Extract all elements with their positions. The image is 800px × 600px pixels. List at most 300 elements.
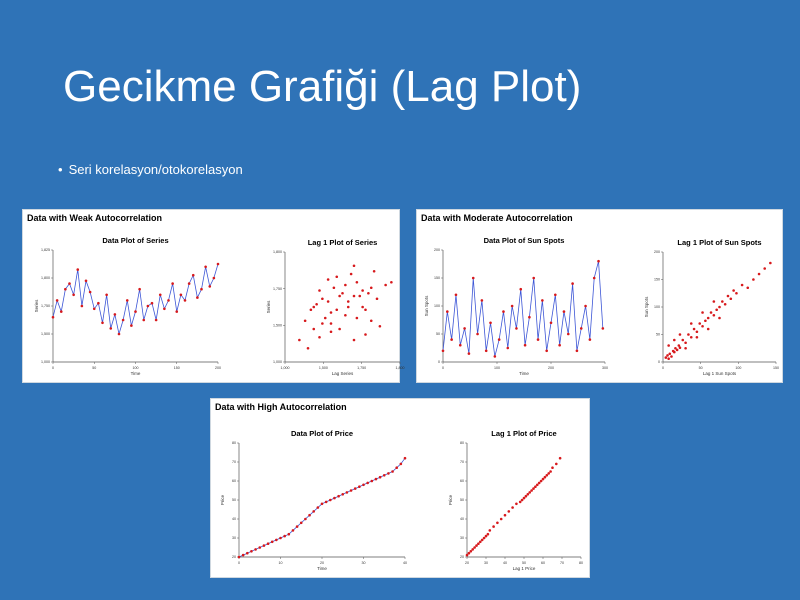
data-point — [354, 487, 357, 490]
scatter-point — [330, 322, 333, 325]
panel-title: Data with Weak Autocorrelation — [27, 213, 163, 223]
x-tick-label: 300 — [602, 366, 608, 370]
scatter-point — [376, 297, 379, 300]
scatter-point — [707, 317, 710, 320]
chart-title: Lag 1 Plot of Sun Spots — [677, 238, 762, 247]
scatter-point — [364, 308, 367, 311]
data-point — [346, 491, 349, 494]
data-point — [204, 266, 207, 269]
scatter-point — [690, 322, 693, 325]
x-tick-label: 30 — [484, 561, 488, 565]
y-tick-label: 150 — [434, 276, 440, 281]
x-axis-label: Lag 1 Sun Spots — [702, 371, 737, 376]
data-point — [76, 268, 79, 271]
data-point — [308, 514, 311, 517]
data-point — [271, 541, 274, 544]
scatter-point — [693, 328, 696, 331]
x-tick-label: 1,500 — [318, 366, 328, 370]
bullet-list — [58, 162, 243, 177]
y-tick-label: 0 — [658, 360, 660, 365]
data-point — [528, 316, 531, 319]
data-point — [196, 296, 199, 299]
data-point — [81, 305, 84, 308]
data-point — [184, 299, 187, 302]
scatter-point — [710, 311, 713, 314]
y-tick-label: 80 — [460, 441, 464, 446]
y-axis-label: Series — [266, 300, 271, 314]
scatter-point — [483, 537, 486, 540]
scatter-point — [681, 339, 684, 342]
y-axis-label: Price — [220, 494, 225, 506]
data-point — [250, 550, 253, 553]
y-tick-label: 1,800 — [41, 276, 50, 281]
scatter-point — [687, 333, 690, 336]
data-point — [122, 319, 125, 322]
data-point — [481, 299, 484, 302]
x-tick-label: 40 — [503, 561, 507, 565]
x-tick-label: 20 — [465, 561, 469, 565]
scatter-point — [519, 501, 522, 504]
scatter-point — [763, 267, 766, 270]
scatter-point — [333, 286, 336, 289]
series-line — [239, 458, 405, 557]
data-point — [142, 319, 145, 322]
data-point — [519, 288, 522, 291]
panel-weak-autocorrelation — [22, 209, 405, 383]
data-point — [558, 344, 561, 347]
data-point — [258, 546, 261, 549]
scatter-point — [338, 295, 341, 298]
data-point — [317, 506, 320, 509]
data-point — [155, 319, 158, 322]
scatter-point — [715, 308, 718, 311]
scatter-point — [673, 351, 676, 354]
data-point — [455, 294, 458, 297]
data-point — [180, 294, 183, 297]
scatter-point — [361, 306, 364, 309]
scatter-point — [492, 525, 495, 528]
scatter-point — [732, 289, 735, 292]
data-point — [85, 280, 88, 283]
data-point — [400, 463, 403, 466]
x-tick-label: 80 — [579, 561, 583, 565]
scatter-point — [521, 499, 524, 502]
data-point — [341, 493, 344, 496]
scatter-point — [746, 286, 749, 289]
scatter-point — [679, 333, 682, 336]
scatter-point — [679, 346, 682, 349]
scatter-point — [298, 339, 301, 342]
x-axis-label: Time — [519, 371, 529, 376]
scatter-point — [327, 278, 330, 281]
data-point — [304, 518, 307, 521]
data-point — [515, 327, 518, 330]
y-tick-label: 60 — [232, 479, 236, 484]
data-point — [208, 285, 211, 288]
data-point — [126, 299, 129, 302]
data-point — [597, 260, 600, 263]
scatter-point — [727, 295, 730, 298]
scatter-point — [384, 284, 387, 287]
data-point — [118, 333, 121, 336]
data-point — [292, 529, 295, 532]
scatter-point — [347, 306, 350, 309]
x-tick-label: 1,000 — [280, 366, 290, 370]
x-tick-label: 50 — [522, 561, 526, 565]
y-tick-label: 60 — [460, 479, 464, 484]
scatter-point — [559, 457, 562, 460]
scatter-point — [701, 311, 704, 314]
data-point — [175, 310, 178, 313]
x-tick-label: 0 — [662, 366, 664, 370]
data-point — [213, 277, 216, 280]
x-tick-label: 200 — [215, 366, 221, 370]
data-point — [52, 316, 55, 319]
scatter-point — [330, 330, 333, 333]
scatter-point — [547, 472, 550, 475]
x-tick-label: 100 — [132, 366, 139, 370]
data-point — [550, 322, 553, 325]
data-point — [134, 310, 137, 313]
chart-data — [220, 429, 407, 571]
data-point — [358, 485, 361, 488]
scatter-point — [678, 344, 681, 347]
scatter-point — [344, 284, 347, 287]
data-point — [238, 556, 241, 559]
scatter-point — [338, 328, 341, 331]
x-tick-label: 0 — [238, 561, 240, 565]
data-point — [545, 350, 548, 353]
scatter-point — [504, 514, 507, 517]
x-axis-label: Time — [317, 566, 327, 571]
data-point — [246, 552, 249, 555]
data-point — [109, 327, 112, 330]
data-point — [371, 480, 374, 483]
scatter-point — [370, 319, 373, 322]
scatter-point — [318, 336, 321, 339]
chart-data — [424, 236, 608, 376]
data-point — [163, 308, 166, 311]
slide-title: Gecikme Grafiği (Lag Plot) — [63, 62, 582, 111]
data-point — [242, 554, 245, 557]
x-tick-label: 1,800 — [395, 366, 405, 370]
data-point — [395, 466, 398, 469]
y-tick-label: 70 — [460, 460, 464, 465]
data-point — [446, 310, 449, 313]
data-point — [379, 476, 382, 479]
y-tick-label: 1,750 — [41, 304, 50, 309]
chart-lag — [266, 238, 405, 376]
scatter-point — [379, 325, 382, 328]
scatter-point — [508, 510, 511, 513]
y-axis-label: Price — [448, 494, 453, 506]
data-point — [60, 310, 63, 313]
scatter-point — [536, 484, 539, 487]
data-point — [502, 310, 505, 313]
y-tick-label: 0 — [438, 360, 440, 365]
scatter-point — [481, 539, 484, 542]
y-axis-label: Sun Spots — [644, 296, 649, 318]
scatter-point — [666, 354, 669, 357]
x-tick-label: 10 — [278, 561, 283, 565]
data-point — [567, 333, 570, 336]
x-tick-label: 0 — [52, 366, 54, 370]
scatter-point — [361, 289, 364, 292]
scatter-point — [724, 303, 727, 306]
data-point — [283, 535, 286, 538]
scatter-point — [475, 544, 478, 547]
data-point — [537, 338, 540, 341]
scatter-point — [538, 482, 541, 485]
y-tick-label: 50 — [656, 332, 660, 337]
x-tick-label: 70 — [560, 561, 564, 565]
x-tick-label: 150 — [773, 366, 779, 370]
scatter-point — [466, 554, 469, 557]
scatter-point — [718, 306, 721, 309]
y-tick-label: 1,500 — [41, 332, 50, 337]
data-point — [602, 327, 605, 330]
bullet-dot-icon: • — [58, 162, 63, 177]
y-axis-label: Sun Spots — [424, 295, 429, 317]
data-point — [442, 350, 445, 353]
y-tick-label: 1,750 — [273, 286, 282, 291]
data-point — [267, 542, 270, 545]
data-point — [472, 277, 475, 280]
y-tick-label: 30 — [232, 536, 236, 541]
data-point — [217, 263, 220, 266]
data-point — [375, 478, 378, 481]
data-point — [511, 305, 514, 308]
scatter-point — [358, 295, 361, 298]
y-tick-label: 40 — [460, 517, 464, 522]
panel-high-charts-svg — [211, 399, 591, 579]
scatter-point — [321, 322, 324, 325]
scatter-point — [684, 347, 687, 350]
scatter-point — [532, 487, 535, 490]
scatter-point — [758, 273, 761, 276]
data-point — [200, 288, 203, 291]
scatter-point — [713, 314, 716, 317]
x-tick-label: 0 — [442, 366, 444, 370]
data-point — [580, 327, 583, 330]
scatter-point — [696, 330, 699, 333]
scatter-point — [335, 308, 338, 311]
y-tick-label: 200 — [434, 248, 440, 253]
data-point — [89, 291, 92, 294]
data-point — [296, 525, 299, 528]
x-tick-label: 20 — [320, 561, 324, 565]
data-point — [459, 344, 462, 347]
y-tick-label: 70 — [232, 460, 236, 465]
scatter-point — [707, 328, 710, 331]
scatter-point — [555, 463, 558, 466]
data-point — [589, 338, 592, 341]
scatter-point — [471, 548, 474, 551]
scatter-point — [515, 503, 518, 506]
scatter-point — [356, 281, 359, 284]
chart-title: Data Plot of Price — [290, 429, 354, 438]
scatter-point — [530, 489, 533, 492]
chart-lag — [448, 429, 583, 571]
panel-moderate-charts-svg — [417, 210, 784, 384]
data-point — [494, 355, 497, 358]
scatter-point — [523, 497, 526, 500]
scatter-point — [668, 352, 671, 355]
chart-title: Lag 1 Plot of Price — [491, 429, 557, 438]
data-point — [254, 548, 257, 551]
x-tick-label: 30 — [361, 561, 366, 565]
x-tick-label: 150 — [173, 366, 180, 370]
chart-lag — [644, 238, 779, 376]
scatter-point — [500, 518, 503, 521]
data-point — [192, 274, 195, 277]
scatter-point — [496, 522, 499, 525]
scatter-point — [525, 495, 528, 498]
data-point — [321, 503, 324, 506]
scatter-point — [551, 466, 554, 469]
scatter-point — [307, 347, 310, 350]
x-tick-label: 100 — [494, 366, 500, 370]
chart-data — [34, 236, 221, 376]
scatter-point — [477, 542, 480, 545]
scatter-point — [665, 356, 668, 359]
data-point — [263, 544, 266, 547]
panel-title: Data with Moderate Autocorrelation — [421, 213, 573, 223]
scatter-point — [769, 262, 772, 265]
x-tick-label: 50 — [92, 366, 97, 370]
scatter-point — [335, 275, 338, 278]
panel-title: Data with High Autocorrelation — [215, 402, 347, 412]
scatter-point — [390, 281, 393, 284]
y-tick-label: 50 — [232, 498, 236, 503]
data-point — [450, 338, 453, 341]
data-point — [489, 322, 492, 325]
scatter-point — [468, 552, 471, 555]
data-point — [593, 277, 596, 280]
panel-moderate-autocorrelation — [416, 209, 783, 383]
data-point — [300, 522, 303, 525]
x-axis-label: Lag Series — [331, 371, 354, 376]
data-point — [64, 288, 67, 291]
scatter-point — [696, 336, 699, 339]
scatter-point — [347, 300, 350, 303]
scatter-point — [367, 292, 370, 295]
scatter-point — [312, 306, 315, 309]
scatter-point — [370, 286, 373, 289]
y-tick-label: 80 — [232, 441, 236, 446]
chart-title: Lag 1 Plot of Series — [307, 238, 378, 247]
scatter-point — [690, 336, 693, 339]
y-tick-label: 1,825 — [41, 248, 50, 253]
data-point — [188, 282, 191, 285]
x-tick-label: 200 — [548, 366, 554, 370]
y-tick-label: 20 — [232, 555, 236, 560]
y-tick-label: 1,000 — [41, 360, 50, 365]
scatter-point — [701, 325, 704, 328]
scatter-point — [667, 357, 670, 360]
scatter-point — [667, 344, 670, 347]
bullet-text: Seri korelasyon/otokorelasyon — [68, 162, 243, 177]
scatter-point — [528, 491, 531, 494]
scatter-point — [324, 317, 327, 320]
scatter-point — [356, 317, 359, 320]
scatter-point — [676, 349, 679, 352]
y-tick-label: 150 — [654, 277, 660, 282]
data-point — [337, 495, 340, 498]
y-tick-label: 100 — [434, 304, 440, 309]
y-tick-label: 1,000 — [273, 360, 282, 365]
scatter-point — [718, 317, 721, 320]
data-point — [93, 308, 96, 311]
data-point — [485, 350, 488, 353]
scatter-point — [673, 339, 676, 342]
scatter-point — [730, 297, 733, 300]
data-point — [325, 501, 328, 504]
scatter-point — [310, 308, 313, 311]
panel-weak-charts-svg — [23, 210, 405, 384]
scatter-point — [698, 322, 701, 325]
data-point — [97, 302, 100, 305]
scatter-point — [341, 292, 344, 295]
scatter-point — [741, 284, 744, 287]
y-tick-label: 50 — [436, 332, 440, 337]
scatter-point — [704, 319, 707, 322]
data-point — [576, 350, 579, 353]
y-tick-label: 30 — [460, 536, 464, 541]
x-tick-label: 50 — [698, 366, 703, 370]
data-point — [56, 299, 59, 302]
y-tick-label: 1,500 — [273, 323, 282, 328]
data-point — [288, 533, 291, 536]
data-point — [105, 294, 108, 297]
scatter-point — [534, 485, 537, 488]
x-tick-label: 100 — [735, 366, 742, 370]
data-point — [350, 489, 353, 492]
scatter-point — [540, 480, 543, 483]
scatter-point — [542, 478, 545, 481]
panel-high-autocorrelation — [210, 398, 590, 578]
scatter-point — [330, 311, 333, 314]
data-point — [563, 310, 566, 313]
y-tick-label: 20 — [460, 555, 464, 560]
data-point — [279, 537, 282, 540]
data-point — [275, 539, 278, 542]
scatter-point — [527, 493, 530, 496]
data-point — [498, 338, 501, 341]
x-tick-label: 40 — [403, 561, 407, 565]
y-axis-label: Series — [34, 299, 39, 313]
x-axis-label: Lag 1 Price — [512, 566, 536, 571]
scatter-point — [373, 270, 376, 273]
data-point — [391, 470, 394, 473]
x-tick-label: 60 — [541, 561, 545, 565]
scatter-point — [479, 541, 482, 544]
data-point — [333, 497, 336, 500]
series-line — [443, 261, 603, 356]
scatter-point — [511, 506, 514, 509]
scatter-point — [735, 292, 738, 295]
data-point — [366, 482, 369, 485]
data-point — [329, 499, 332, 502]
y-tick-label: 200 — [654, 250, 660, 255]
data-point — [463, 327, 466, 330]
scatter-point — [489, 529, 492, 532]
scatter-point — [315, 303, 318, 306]
data-point — [507, 347, 510, 350]
data-point — [571, 282, 574, 285]
scatter-point — [353, 339, 356, 342]
bullet-item — [58, 162, 243, 177]
